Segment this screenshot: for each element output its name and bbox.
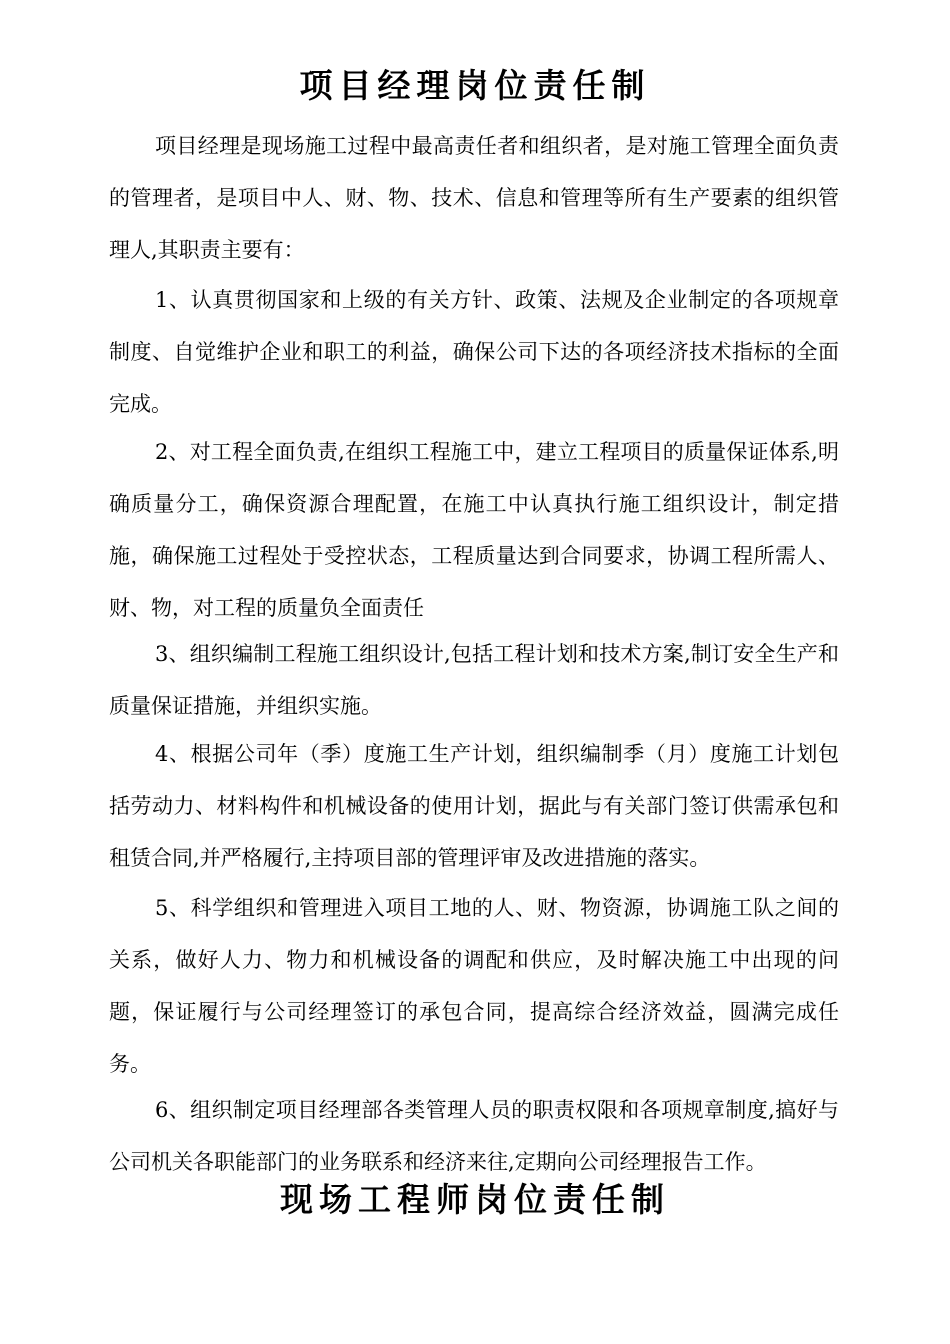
duty-item-2: 2、对工程全面负责,在组织工程施工中，建立工程项目的质量保证体系,明确质量分工，确保资源合理配置，在施工中认真执行施工组织设计，制定措施，确保施工过程处于受控状态，工程质量达到合同要求，协调工程所需人、财、物，对工程的质量负全面责任 <box>109 440 839 620</box>
duty-item-3: 3、组织编制工程施工组织设计,包括工程计划和技术方案,制订安全生产和质量保证措施，并组织实施。 <box>109 642 839 718</box>
duty-item-5: 5、科学组织和管理进入项目工地的人、财、物资源，协调施工队之间的关系，做好人力、物力和机械设备的调配和供应，及时解决施工中出现的问题，保证履行与公司经理签订的承包合同，提高综合经济效益，圆满完成任务。 <box>109 896 839 1076</box>
document-title: 项目经理岗位责任制 <box>299 66 651 105</box>
intro-paragraph: 项目经理是现场施工过程中最高责任者和组织者，是对施工管理全面负责的管理者，是项目中人、财、物、技术、信息和管理等所有生产要素的组织管理人,其职责主要有： <box>109 134 839 262</box>
duty-item-6: 6、组织制定项目经理部各类管理人员的职责权限和各项规章制度,搞好与公司机关各职能部门的业务联系和经济来往,定期向公司经理报告工作。 <box>109 1098 839 1174</box>
duty-item-4: 4、根据公司年（季）度施工生产计划，组织编制季（月）度施工计划包括劳动力、材料构件和机械设备的使用计划，据此与有关部门签订供需承包和租赁合同,并严格履行,主持项目部的管理评审及改进措施的落实。 <box>109 742 839 870</box>
duty-item-1: 1、认真贯彻国家和上级的有关方针、政策、法规及企业制定的各项规章制度、自觉维护企业和职工的利益，确保公司下达的各项经济技术指标的全面完成。 <box>109 288 839 416</box>
section-title: 现场工程师岗位责任制 <box>280 1180 670 1219</box>
